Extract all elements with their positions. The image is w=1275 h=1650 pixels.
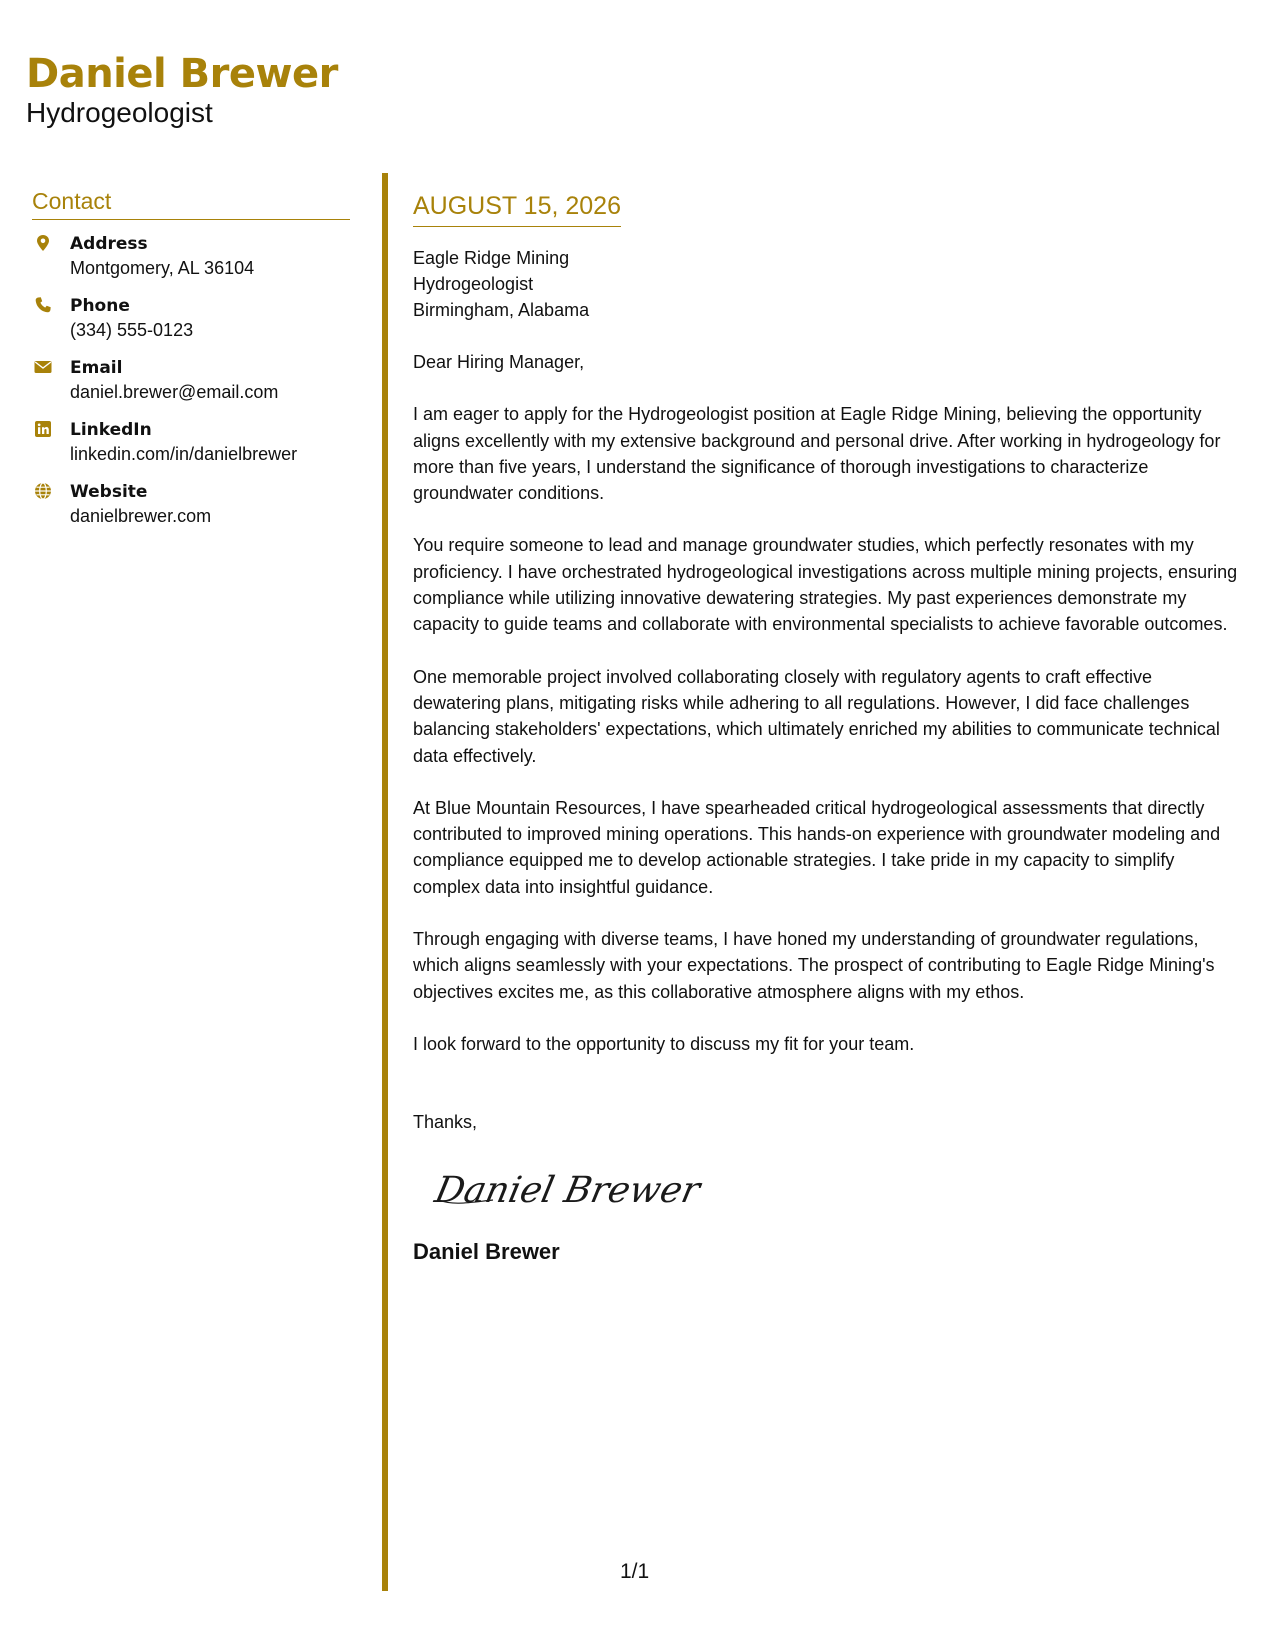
linkedin-label: LinkedIn bbox=[70, 420, 152, 440]
signer-name: Daniel Brewer bbox=[413, 1238, 560, 1264]
email-label: Email bbox=[70, 358, 123, 378]
contact-heading: Contact bbox=[32, 188, 350, 220]
contact-sidebar bbox=[32, 188, 350, 542]
page-number: 1/1 bbox=[620, 1560, 650, 1583]
envelope-icon bbox=[34, 358, 52, 376]
svg-text:Daniel Brewer: Daniel Brewer bbox=[431, 1167, 704, 1211]
applicant-name: Daniel Brewer bbox=[26, 51, 338, 97]
cover-letter-body bbox=[413, 190, 1243, 1266]
address-value: Montgomery, AL 36104 bbox=[70, 258, 255, 278]
closing: Thanks, bbox=[413, 1112, 478, 1133]
column-divider bbox=[382, 173, 388, 1591]
contact-item-linkedin bbox=[32, 418, 350, 480]
phone-icon bbox=[34, 296, 52, 314]
recipient-location: Birmingham, Alabama bbox=[413, 300, 590, 320]
contact-list bbox=[32, 232, 350, 542]
recipient-block bbox=[413, 245, 1243, 323]
phone-value: (334) 555-0123 bbox=[70, 320, 194, 340]
map-marker-icon bbox=[34, 234, 52, 252]
contact-item-website bbox=[32, 480, 350, 542]
applicant-title: Hydrogeologist bbox=[26, 97, 213, 128]
email-value: daniel.brewer@email.com bbox=[70, 382, 279, 402]
phone-label: Phone bbox=[70, 296, 130, 316]
salutation: Dear Hiring Manager, bbox=[413, 352, 585, 372]
body-paragraph: One memorable project involved collaborating closely with regulatory agents to craft effective dewatering plans, mitigating risks while adhering to all regulations. However, I did face challenges balancing stakeholders' expectations, which ultimately enriched my abilities to communicate technical data effectively. bbox=[413, 666, 1220, 766]
globe-icon bbox=[34, 482, 52, 500]
body-paragraph: I look forward to the opportunity to discuss my fit for your team. bbox=[413, 1033, 915, 1054]
body-paragraph: At Blue Mountain Resources, I have spearheaded critical hydrogeological assessments that directly contributed to improved mining operations. This hands-on experience with groundwater modeling and compliance equipped me to develop actionable strategies. I take pride in my capacity to simplify complex data into insightful guidance. bbox=[413, 797, 1221, 897]
body-paragraph: You require someone to lead and manage groundwater studies, which perfectly resonates with my proficiency. I have orchestrated hydrogeological investigations across multiple mining projects, ensuring compliance while utilizing innovative dewatering strategies. My past experiences demonstrate my capacity to guide teams and collaborate with environmental specialists to achieve favorable outcomes. bbox=[413, 535, 1238, 635]
website-value: danielbrewer.com bbox=[70, 506, 212, 526]
contact-item-phone bbox=[32, 294, 350, 356]
linkedin-icon bbox=[34, 420, 52, 438]
handwritten-signature bbox=[433, 1156, 1243, 1220]
address-label: Address bbox=[70, 234, 148, 254]
resume-header bbox=[26, 50, 338, 130]
linkedin-value: linkedin.com/in/danielbrewer bbox=[70, 444, 298, 464]
recipient-company: Eagle Ridge Mining bbox=[413, 248, 570, 268]
recipient-position: Hydrogeologist bbox=[413, 274, 534, 294]
contact-item-email bbox=[32, 356, 350, 418]
contact-item-address bbox=[32, 232, 350, 294]
website-label: Website bbox=[70, 482, 148, 502]
body-paragraph: I am eager to apply for the Hydrogeologist position at Eagle Ridge Mining, believing the opportunity aligns excellently with my extensive background and personal drive. After working in hydrogeology for more than five years, I understand the significance of thorough investigations to characterize groundwater conditions. bbox=[413, 404, 1221, 504]
body-paragraph: Through engaging with diverse teams, I have honed my understanding of groundwater regulations, which aligns seamlessly with your expectations. The prospect of contributing to Eagle Ridge Mining's objectives excites me, as this collaborative atmosphere aligns with my ethos. bbox=[413, 929, 1215, 1002]
letter-date: AUGUST 15, 2026 bbox=[413, 190, 621, 227]
